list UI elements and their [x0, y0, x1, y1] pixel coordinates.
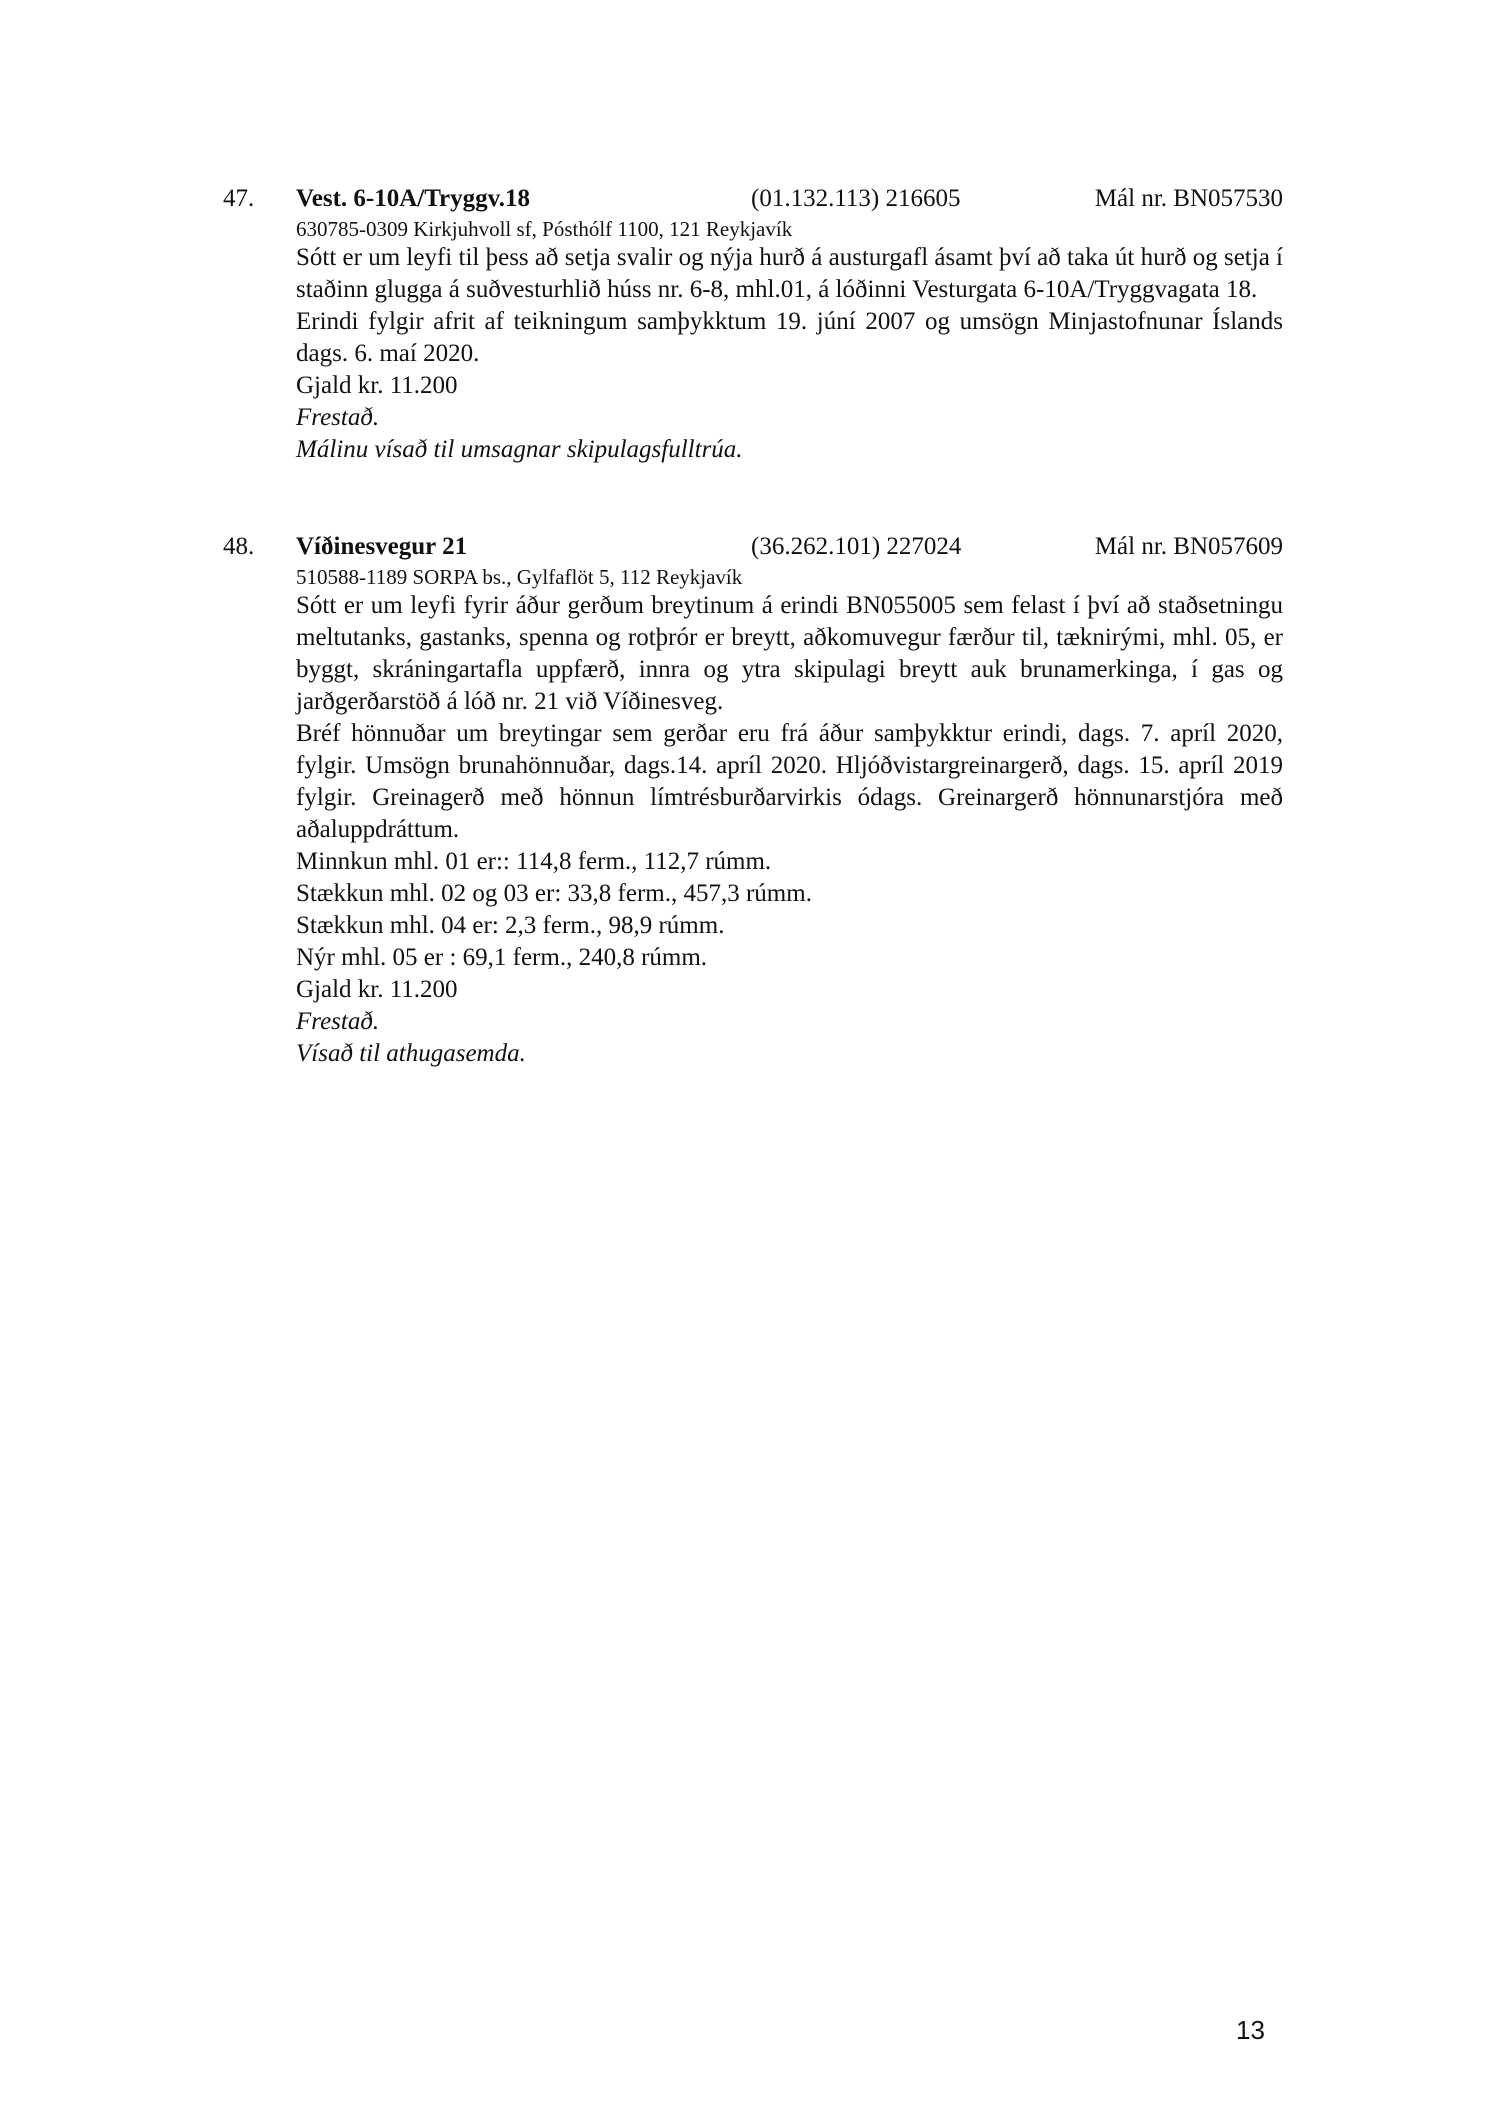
area-line: Stækkun mhl. 02 og 03 er: 33,8 ferm., 457,3 rúmm. — [296, 880, 812, 907]
paragraph: Bréf hönnuðar um breytingar sem gerðar eru frá áður samþykktur erindi, dags. 7. apríl 2020, fylgir. Umsögn brunahönnuðar, dags.14. apríl 2020. Hljóðvistargreinargerð, dags. 15. apríl 2019 fylgir. Greinagerð með hönnun límtrésburðarvirkis ódags. Greinargerð hönnunarstjóra með aðaluppdráttum. — [296, 720, 1283, 843]
item-number: 47. — [223, 185, 255, 212]
case-number: Mál nr. BN057530 — [1094, 185, 1283, 212]
paragraph: Sótt er um leyfi fyrir áður gerðum breytinum á erindi BN055005 sem felast í því að staðsetningu meltutanks, gastanks, spenna og rotþrór er breytt, aðkomuvegur færður til, tæknirými, mhl. 05, er byggt, skráningartafla uppfærð, innra og ytra skipulagi breytt auk brunamerkinga, í gas og jarðgerðarstöð á lóð nr. 21 við Víðinesveg. — [296, 592, 1283, 715]
area-line: Nýr mhl. 05 er : 69,1 ferm., 240,8 rúmm. — [296, 944, 708, 971]
case-number: Mál nr. BN057609 — [1094, 533, 1283, 560]
lot-number: (01.132.113) 216605 — [751, 185, 961, 212]
case-body — [296, 216, 1283, 466]
area-line: Minnkun mhl. 01 er:: 114,8 ferm., 112,7 rúmm. — [296, 848, 772, 875]
paragraph: Erindi fylgir afrit af teikningum samþykktum 19. júní 2007 og umsögn Minjastofnunar Íslands dags. 6. maí 2020. — [296, 308, 1283, 367]
area-line: Stækkun mhl. 04 er: 2,3 ferm., 98,9 rúmm. — [296, 912, 725, 939]
address: Vest. 6-10A/Tryggv.18 — [296, 185, 531, 212]
owner-line: 630785-0309 Kirkjuhvoll sf, Pósthólf 1100, 121 Reykjavík — [296, 217, 793, 241]
fee-line: Gjald kr. 11.200 — [296, 976, 458, 1003]
page-number: 13 — [1236, 2015, 1265, 2045]
case-header — [223, 182, 1283, 216]
item-number: 48. — [223, 533, 255, 560]
case-body — [296, 564, 1283, 1070]
lot-number: (36.262.101) 227024 — [751, 533, 962, 560]
decision-note: Vísað til athugasemda. — [296, 1040, 526, 1067]
decision-note: Málinu vísað til umsagnar skipulagsfulltrúa. — [296, 436, 743, 463]
owner-line: 510588-1189 SORPA bs., Gylfaflöt 5, 112 Reykjavík — [296, 565, 743, 589]
address: Víðinesvegur 21 — [296, 533, 468, 560]
case-item-47 — [223, 182, 1283, 466]
fee-line: Gjald kr. 11.200 — [296, 372, 458, 399]
paragraph: Sótt er um leyfi til þess að setja svalir og nýja hurð á austurgafl ásamt því að taka út hurð og setja í staðinn glugga á suðvesturhlið húss nr. 6-8, mhl.01, á lóðinni Vesturgata 6-10A/Tryggvagata 18. — [296, 244, 1283, 303]
decision: Frestað. — [296, 404, 380, 431]
decision: Frestað. — [296, 1008, 380, 1035]
case-item-48 — [223, 530, 1283, 1070]
case-header — [223, 530, 1283, 564]
